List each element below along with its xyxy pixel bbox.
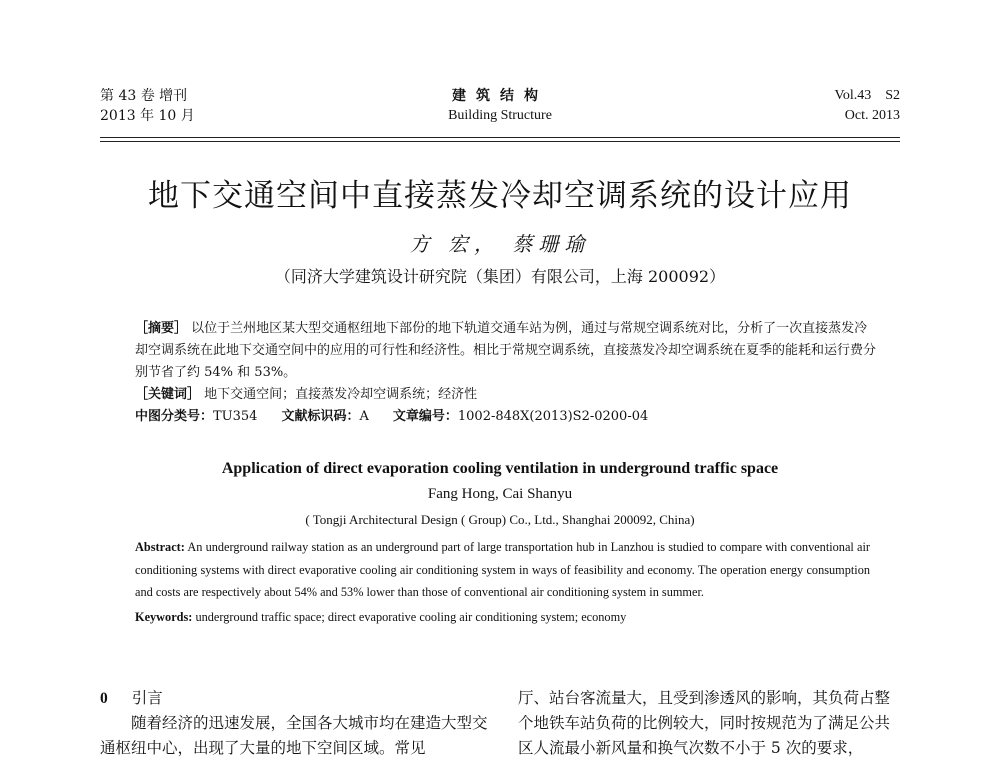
abstract-zh-block <box>135 318 880 428</box>
section-heading <box>100 686 490 711</box>
abstract-zh <box>135 318 880 384</box>
abstract-zh-label: ［摘要］ <box>135 321 188 336</box>
paper-affiliation: （同济大学建筑设计研究院（集团）有限公司，上海 200092） <box>274 267 726 286</box>
keywords-zh <box>135 384 880 406</box>
header-left <box>100 86 195 126</box>
art-value: 1002-848X(2013)S2-0200-04 <box>457 409 649 424</box>
running-header <box>100 86 900 126</box>
clc-value: TU354 <box>213 409 258 424</box>
body-paragraph-right: 厅、站台客流量大，且受到渗透风的影响，其负荷占整个地铁车站负荷的比例较大，同时按规范为了满足公共区人流最小新风量和换气次数不小于 5 次的要求， <box>518 689 891 757</box>
header-rule-thin <box>100 141 900 142</box>
clc-label: 中图分类号： <box>135 409 214 424</box>
publication-date: 2013 年 10 月 <box>100 108 195 124</box>
paper-title: 地下交通空间中直接蒸发冷却空调系统的设计应用 <box>148 178 852 214</box>
volume-issue-en: Vol.43 S2 <box>834 88 900 103</box>
journal-name-en: Building Structure <box>448 108 552 123</box>
abstract-zh-text: 以位于兰州地区某大型交通枢纽地下部份的地下轨道交通车站为例，通过与常规空调系统对比，分析了一次直接蒸发冷却空调系统在此地下交通空间中的应用的可行性和经济性。相比于常规空调系统，直接蒸发冷却空调系统在夏季的能耗和运行费分别节省了约 54% 和 53%。 <box>135 321 877 380</box>
abstract-en-label: Abstract: <box>135 540 185 554</box>
section-title: 引言 <box>131 689 163 707</box>
section-number: 0 <box>100 690 108 707</box>
keywords-en <box>135 606 870 629</box>
english-affiliation: ( Tongji Architectural Design ( Group) Co., Ltd., Shanghai 200092, China) <box>305 512 695 527</box>
document-code <box>281 406 368 428</box>
article-number <box>393 406 648 428</box>
keywords-zh-text: 地下交通空间；直接蒸发冷却空调系统；经济性 <box>200 387 478 402</box>
clc-code <box>135 406 257 428</box>
doc-label: 文献标识码： <box>281 409 360 424</box>
header-rule-thick <box>100 137 900 138</box>
header-center <box>380 86 620 126</box>
abstract-en-text: An underground railway station as an underground part of large transportation hub in Lanzhou is studied to compare with conventional air conditioning systems with direct evaporative cooling air conditioning system in ways of feasibility and economy. The operation energy consumption and costs are respectively about 54% and 53% lower than those of conventional air conditioning system in summer. <box>135 540 870 599</box>
body-paragraph-left: 随着经济的迅速发展，全国各大城市均在建造大型交通枢纽中心，出现了大量的地下空间区域。常见 <box>100 714 488 757</box>
journal-name-zh: 建筑结构 <box>452 88 548 104</box>
classification-line <box>135 406 880 428</box>
english-title: Application of direct evaporation cooling ventilation in underground traffic space <box>221 460 779 477</box>
english-authors: Fang Hong, Cai Shanyu <box>427 486 573 502</box>
keywords-en-text: underground traffic space; direct evaporative cooling air conditioning system; economy <box>192 609 627 624</box>
publication-date-en: Oct. 2013 <box>844 108 900 123</box>
volume-issue: 第 43 卷 增刊 <box>100 88 188 104</box>
abstract-en-block <box>135 536 870 628</box>
doc-value: A <box>359 409 369 424</box>
body-column-left <box>100 686 490 761</box>
header-right <box>835 86 900 126</box>
keywords-en-label: Keywords: <box>135 609 193 624</box>
art-label: 文章编号： <box>392 409 458 424</box>
abstract-en <box>135 536 870 604</box>
keywords-zh-label: ［关键词］ <box>135 387 201 402</box>
body-column-right <box>518 686 903 761</box>
paper-authors: 方 宏， 蔡珊瑜 <box>409 232 591 256</box>
